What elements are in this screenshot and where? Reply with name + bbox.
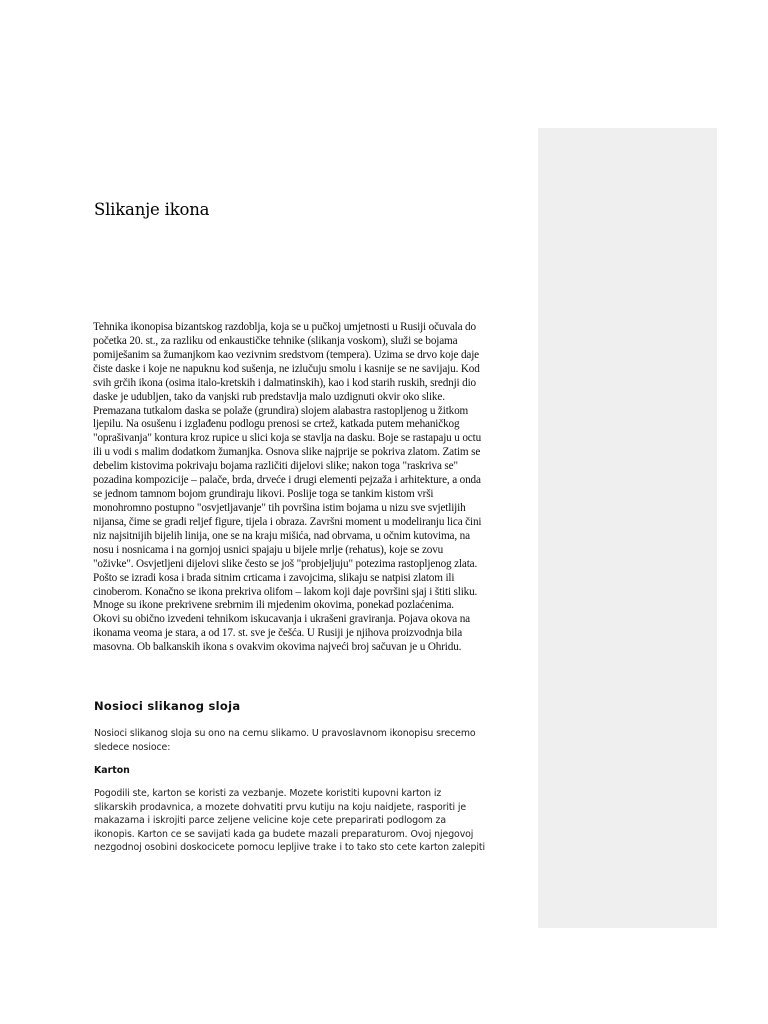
body-text-line: nosu i nosnicama i na gornjoj usnici spajaju u bijele mrlje (rehatus), koje se zovu [93,543,444,556]
body-text-line: se jednom tamnom bojom grundiraju likovi. Poslije toga se tankim kistom vrši [93,488,434,501]
karton-text-line: slikarskih prodavnica, a mozete dohvatiti prvu kutiju na koju naidjete, rasporiti je [94,801,467,813]
body-text-line: "oprašivanja" kontura kroz rupice u slici koja se stavlja na dasku. Boje se rastapaju u octu [93,432,482,445]
comment-margin-panel [538,128,717,928]
body-text-line: masovna. Ob balkanskih ikona s ovakvim okovima najveći broj sačuvan je u Ohridu. [93,641,462,654]
karton-text-line: Pogodili ste, karton se koristi za vezbanje. Mozete koristiti kupovni karton iz [94,788,442,799]
body-text-line: Mnoge su ikone prekrivene srebrnim ili mjedenim okovima, ponekad pozlaćenima. [93,599,454,612]
body-text-line: početka 20. st., za razliku od enkaustičke tehnike (slikanja voskom), služi se bojama [93,334,458,347]
body-text-line: Premazana tutkalom daska se polaže (grundira) slojem alabastra rastopljenog u žitkom [93,404,469,417]
document-title: Slikanje ikona [94,200,210,219]
body-text-line: Tehnika ikonopisa bizantskog razdoblja, koja se u pučkoj umjetnosti u Rusiji očuvala do [93,321,476,333]
body-text-line: svih grčih ikona (osima italo-kretskih i dalmatinskih), kao i kod starih ruskih, srednji dio [93,376,476,389]
karton-text-line: makazama i iskrojiti parce zeljene velicine koje cete preparirati podlogom za [94,815,446,827]
karton-text-line: nezgodnoj osobini doskocicete pomocu lepljive trake i to tako sto cete karton zalepiti [94,842,485,854]
body-text-line: pomiješanim sa žumanjkom kao vezivnim sredstvom (tempera). Uzima se drvo koje daje [93,348,479,361]
intro-text-line: Nosioci slikanog sloja su ono na cemu slikamo. U pravoslavnom ikonopisu srecemo [94,728,476,739]
body-text-line: nijansa, čime se gradi reljef figure, tijela i obraza. Završni moment u modeliranju lica čini [93,515,482,528]
body-text-line: pozadina kompozicije – palače, brda, drveće i drugi elementi pejzaža i arhitekture, a onda [93,474,481,487]
body-text-line: "oživke". Osvjetljeni dijelovi slike često se još "probjeljuju" potezima rastopljenog zlata. [93,557,478,570]
body-text-line: monohromno postupno "osvjetljavanje" tih površina istim bojama u nizu sve svjetlijih [93,501,466,514]
body-text-line: niz najsitnijih bijelih linija, one se na kraju mišića, nad obrvama, u očnim kutovima, na [93,529,470,542]
body-text-line: daske je udubljen, tako da vanjski rub predstavlja malo uzdignuti okvir oko slike. [93,390,445,403]
body-paragraph [93,321,533,655]
karton-paragraph [94,787,485,855]
body-text-line: ikonama veoma je stara, a od 17. st. sve je češća. U Rusiji je njihova proizvodnja bila [93,627,463,640]
body-text-line: ljepilu. Na osušenu i izglađenu podlogu prenosi se crtež, katkada putem mehaničkog [93,418,460,431]
intro-text-line: sledece nosioce: [94,741,171,753]
body-text-line: debelim kistovima pokrivaju bojama različiti dijelovi slike; nakon toga "raskriva se" [93,460,458,473]
body-text-line: cinoberom. Konačno se ikona prekriva olifom – lakom koji daje površini sjaj i štiti sliku. [93,585,478,598]
body-text-line: ili u vodi s malim dodatkom žumanjka. Osnova slike najprije se pokriva zlatom. Zatim se [93,446,481,459]
body-text-line: čiste daske i koje ne napuknu kod sušenja, ne izlučuju smolu i kasnije se ne savijaju. Kod [93,362,480,375]
body-text-line: Okovi su obično izvedeni tehnikom iskucavanja i ukrašeni graviranja. Pojava okova na [93,613,470,626]
body-text-line: Pošto se izradi kosa i brada sitnim crticama i zavojcima, slikaju se natpisi zlatom ili [93,571,455,584]
section-heading: Nosioci slikanog sloja [94,699,241,713]
karton-text-line: ikonopis. Karton ce se savijati kada ga budete mazali preparaturom. Ovoj njegovoj [94,828,474,840]
intro-paragraph [94,727,476,754]
karton-subheading: Karton [94,765,130,776]
